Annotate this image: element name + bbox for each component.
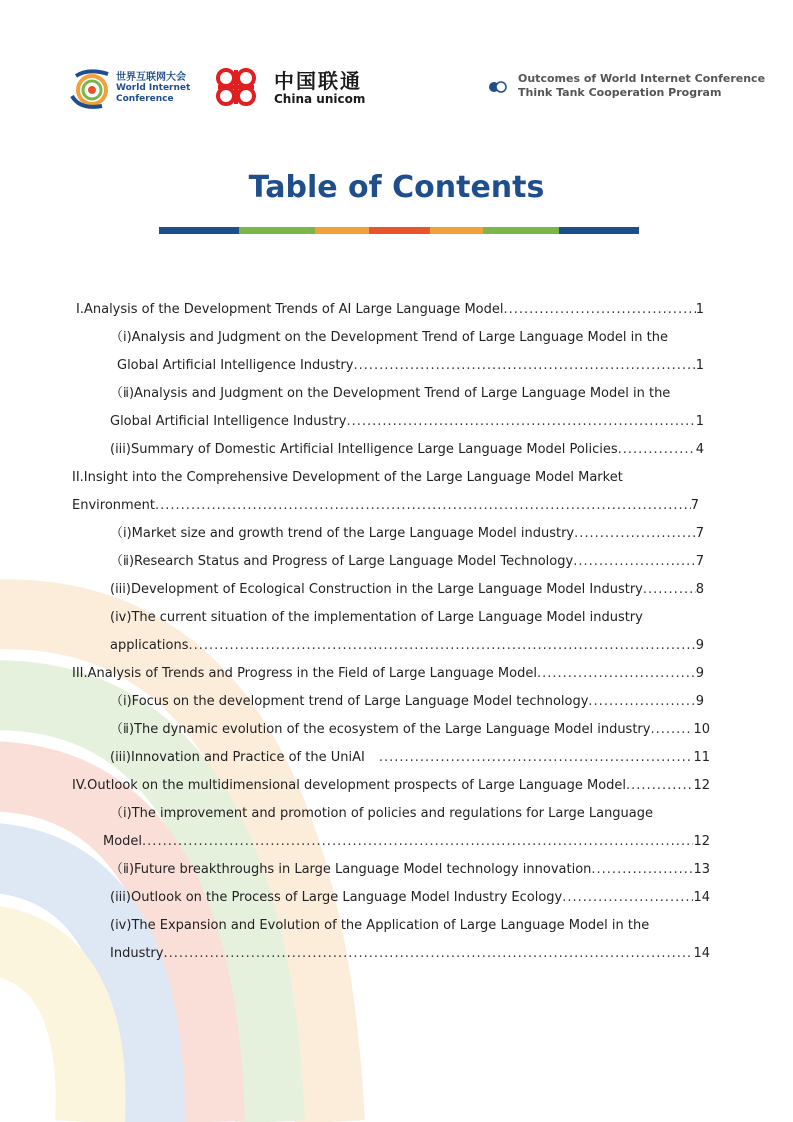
toc-entry-title: （ⅱ)Analysis and Judgment on the Development Trend of Large Language Model in the — [110, 386, 671, 401]
color-bar-segment — [369, 227, 430, 234]
toc-entry-page: 8 — [695, 582, 704, 597]
color-bar-segment — [159, 227, 239, 234]
toc-entry-title: applications — [110, 638, 189, 653]
toc-entry[interactable] — [110, 884, 710, 912]
color-bar-segment — [239, 227, 315, 234]
toc-entry-title: (iii)Development of Ecological Construction in the Large Language Model Industry — [110, 582, 643, 597]
program-line-2: Think Tank Cooperation Program — [518, 86, 722, 99]
toc-entry-title: Environment — [72, 498, 156, 513]
toc-entry-page: 10 — [693, 722, 710, 737]
toc-entry-page: 7 — [695, 554, 704, 569]
china-unicom-en-name: China unicom — [274, 92, 366, 106]
toc-entry[interactable] — [110, 436, 704, 464]
toc-entry-title: Global Artificial Intelligence Industry — [110, 414, 347, 429]
toc-entry[interactable] — [72, 464, 623, 492]
toc-entry-page: 4 — [695, 442, 704, 457]
toc-entry[interactable] — [110, 380, 670, 408]
header — [68, 62, 766, 114]
toc-entry-continuation[interactable] — [103, 828, 710, 856]
toc-entry-title: （ⅱ)Research Status and Progress of Large Language Model Technology — [110, 554, 574, 569]
toc-entry-title: （ⅰ)The improvement and promotion of policies and regulations for Large Language — [110, 806, 654, 821]
toc-entry-page: 7 — [695, 526, 704, 541]
toc-entry-page: 7 — [690, 498, 699, 513]
color-bar — [159, 227, 639, 234]
toc-entry[interactable] — [110, 324, 668, 352]
toc-entry-title: (iii)Summary of Domestic Artificial Intelligence Large Language Model Policies — [110, 442, 618, 457]
toc-entry[interactable] — [110, 912, 649, 940]
toc-entry-continuation[interactable] — [72, 492, 699, 520]
toc-entry-page: 14 — [693, 890, 710, 905]
toc-entry-title: （ⅱ)The dynamic evolution of the ecosystem of the Large Language Model industry — [110, 722, 651, 737]
program-label — [488, 72, 766, 106]
wic-cn-name: 世界互联网大会 — [116, 72, 186, 83]
toc-entry[interactable] — [72, 660, 704, 688]
wic-emblem-icon — [68, 66, 112, 110]
toc-entry-title: （ⅰ)Market size and growth trend of the Large Language Model industry — [110, 526, 575, 541]
toc-entry-title: (iv)The Expansion and Evolution of the Application of Large Language Model in the — [110, 918, 650, 933]
toc-entry[interactable] — [110, 744, 710, 772]
toc-entry-title: （ⅱ)Future breakthroughs in Large Language Model technology innovation — [110, 862, 592, 877]
toc-entry-title: （ⅰ)Focus on the development trend of Large Language Model technology — [110, 694, 589, 709]
toc-entry[interactable] — [110, 800, 653, 828]
toc-entry-page: 9 — [695, 666, 704, 681]
toc-entry-title: (iii)Outlook on the Process of Large Language Model Industry Ecology — [110, 890, 563, 905]
toc-entry[interactable] — [110, 604, 643, 632]
toc-entry-title: IV.Outlook on the multidimensional development prospects of Large Language Model — [72, 778, 627, 793]
toc-entry[interactable] — [110, 716, 710, 744]
toc-entry-page: 1 — [695, 358, 704, 373]
toc-entry[interactable] — [110, 576, 704, 604]
toc-entry-page: 9 — [695, 638, 704, 653]
toc-entry-title: (iii)Innovation and Practice of the UniAI — [110, 750, 365, 765]
toc-entry[interactable] — [76, 296, 704, 324]
page-title: Table of Contents — [248, 170, 545, 205]
toc-entry-page: 12 — [693, 778, 710, 793]
toc-entry-page: 11 — [693, 750, 710, 765]
toc-entry-page: 14 — [693, 946, 710, 961]
toc-entry-title: III.Analysis of Trends and Progress in the Field of Large Language Model — [72, 666, 537, 681]
toc-entry-title: Ⅰ.Analysis of the Development Trends of AI Large Language Model — [76, 302, 504, 317]
color-bar-segment — [315, 227, 369, 234]
toc-entry-page: 13 — [693, 862, 710, 877]
wic-logo — [68, 64, 208, 112]
china-unicom-cn-name: 中国联通 — [274, 69, 362, 93]
toc-entry-title: (iv)The current situation of the implementation of Large Language Model industry — [110, 610, 643, 625]
toc-entry-title: Industry — [110, 946, 164, 961]
toc-entry[interactable] — [110, 856, 710, 884]
toc-entry-title: Model — [103, 834, 143, 849]
toc-entry[interactable] — [110, 688, 704, 716]
wic-en-name-1: World Internet — [116, 83, 191, 93]
toc-entry[interactable] — [72, 772, 710, 800]
color-bar-segment — [559, 227, 639, 234]
program-line-1: Outcomes of World Internet Conference — [518, 72, 766, 85]
toggle-dots-icon — [488, 81, 508, 93]
wic-en-name-2: Conference — [116, 94, 174, 104]
toc-entry-continuation[interactable] — [110, 940, 710, 968]
toc-entry-continuation[interactable] — [117, 352, 704, 380]
china-unicom-knot-icon — [206, 64, 266, 110]
toc-entry-page: 9 — [695, 694, 704, 709]
toc-entry-page: 1 — [695, 414, 704, 429]
toc-entry-title: II.Insight into the Comprehensive Development of the Large Language Model Market — [72, 470, 623, 485]
toc-entry[interactable] — [110, 548, 704, 576]
toc-entry-page: 1 — [695, 302, 704, 317]
toc-entry-continuation[interactable] — [110, 408, 704, 436]
color-bar-segment — [483, 227, 559, 234]
toc-entry-title: Global Artificial Intelligence Industry — [117, 358, 354, 373]
toc-entry-page: 12 — [693, 834, 710, 849]
toc-entry[interactable] — [110, 520, 704, 548]
toc-entry-title: （ⅰ)Analysis and Judgment on the Development Trend of Large Language Model in the — [110, 330, 668, 345]
color-bar-segment — [430, 227, 483, 234]
toc-entry-continuation[interactable] — [110, 632, 704, 660]
china-unicom-logo — [206, 64, 366, 110]
